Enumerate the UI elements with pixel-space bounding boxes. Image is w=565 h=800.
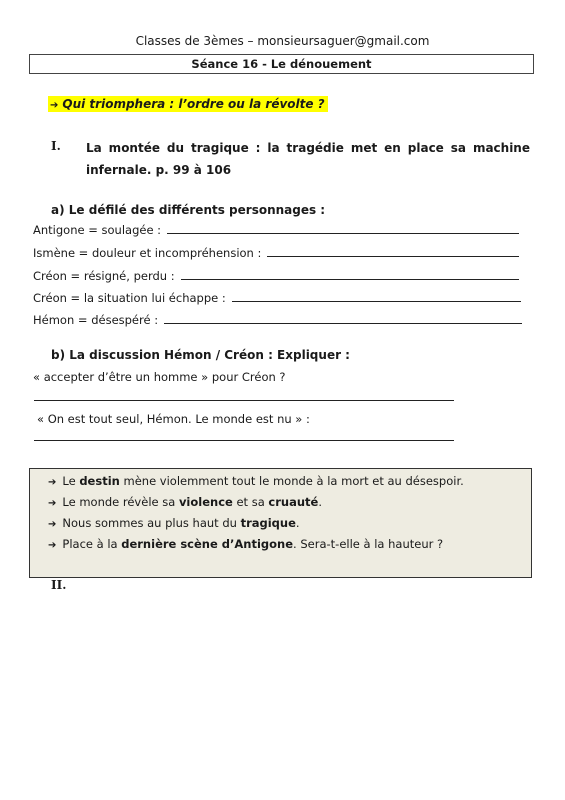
character-label: Créon = résigné, perdu :	[33, 269, 175, 283]
character-label: Ismène = douleur et incompréhension :	[33, 246, 262, 260]
recap-text: Le monde révèle sa	[62, 495, 179, 509]
part-2-number: II.	[51, 578, 67, 592]
seance-title-box	[29, 54, 534, 74]
quote-question-1: « accepter d’être un homme » pour Créon ?	[33, 370, 286, 384]
character-row-creon-2	[33, 291, 533, 305]
character-row-hemon	[33, 313, 533, 327]
recap-text: . Sera-t-elle à la hauteur ?	[293, 537, 444, 551]
answer-blank[interactable]	[167, 224, 519, 234]
recap-item	[48, 537, 443, 551]
recap-bold: dernière scène d’Antigone	[121, 537, 294, 551]
arrow-right-icon: ➔	[48, 477, 57, 488]
arrow-right-icon: ➔	[48, 498, 57, 509]
answer-blank[interactable]	[232, 292, 521, 302]
quote-question-2: « On est tout seul, Hémon. Le monde est nu » :	[37, 412, 310, 426]
recap-item	[48, 495, 322, 509]
recap-text: Nous sommes au plus haut du	[62, 516, 241, 530]
part-1-title: La montée du tragique : la tragédie met en place sa machine infernale. p. 99 à 106	[86, 141, 530, 177]
recap-bold: violence	[178, 495, 233, 509]
section-a-title: a) Le défilé des différents personnages :	[51, 203, 326, 217]
recap-text: mène violemment tout le monde à la mort et au désespoir.	[119, 474, 464, 488]
answer-blank[interactable]	[181, 270, 519, 280]
main-question-text: Qui triomphera : l’ordre ou la révolte ?	[62, 97, 325, 111]
arrow-right-icon: ➔	[48, 540, 57, 551]
answer-line-1[interactable]	[34, 400, 454, 401]
recap-bold: cruauté	[268, 495, 319, 509]
character-row-creon-1	[33, 269, 533, 283]
main-question	[48, 96, 328, 112]
character-label: Antigone = soulagée :	[33, 223, 162, 237]
section-b-title: b) La discussion Hémon / Créon : Expliquer :	[51, 348, 350, 362]
recap-item	[48, 516, 300, 530]
page-header: Classes de 3èmes – monsieursaguer@gmail.com	[135, 34, 430, 48]
recap-bold: tragique	[240, 516, 296, 530]
arrow-right-icon: ➔	[48, 519, 57, 530]
arrow-right-icon: ➔	[50, 100, 59, 111]
answer-blank[interactable]	[267, 247, 519, 257]
recap-item	[48, 474, 464, 488]
seance-title: Séance 16 - Le dénouement	[191, 57, 372, 71]
recap-text: Place à la	[62, 537, 122, 551]
answer-line-2[interactable]	[34, 440, 454, 441]
recap-text: .	[318, 495, 322, 509]
character-row-ismene	[33, 246, 533, 260]
recap-text: et sa	[232, 495, 269, 509]
character-label: Créon = la situation lui échappe :	[33, 291, 226, 305]
answer-blank[interactable]	[164, 314, 522, 324]
part-1-number: I.	[51, 139, 61, 153]
character-label: Hémon = désespéré :	[33, 313, 159, 327]
recap-text: .	[295, 516, 300, 530]
character-row-antigone	[33, 223, 533, 237]
recap-bold: destin	[79, 474, 120, 488]
recap-text: Le	[62, 474, 80, 488]
